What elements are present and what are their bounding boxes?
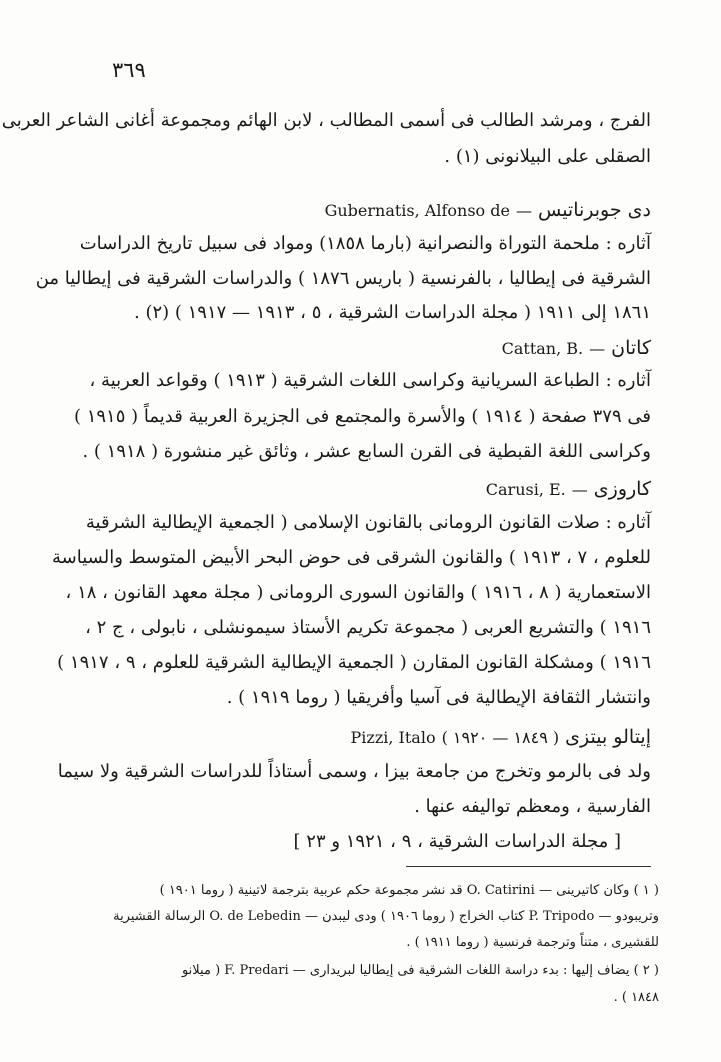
latin-name: Carusi, E. — [485, 479, 566, 499]
text-line: ولد فى بالرمو وتخرج من جامعة بيزا ، وسمى أستاذاً للدراسات الشرقية ولا سيما — [57, 761, 651, 782]
text-line: آثاره : الطباعة السريانية وكراسى اللغات الشرقية ( ١٩١٣ ) وقواعد العربية ، — [89, 370, 651, 391]
footnote-line: للقشيرى ، متناً وترجمة فرنسية ( روما ١٩١١ ) . — [406, 935, 659, 950]
dates: ( ١٨٤٩ — ١٩٢٠ ) — [441, 727, 560, 747]
footnote-line: وتريبودو — P. Tripodo كتاب الخراج ( روما ١٩٠٦ ) ودى ليبدن — O. de Lebedin الرسالة القشيرية — [113, 909, 659, 924]
text-line: آثاره : ملحمة التوراة والنصرانية (بارما ١٨٥٨) ومواد فى سبيل تاريخ الدراسات — [79, 233, 651, 254]
text-line: الفرج ، ومرشد الطالب فى أسمى المطالب ، لابن الهائم ومجموعة أغانى الشاعر العربى — [1, 110, 651, 131]
text-line: ١٩١٦ ) ومشكلة القانون المقارن ( الجمعية الإيطالية الشرقية للعلوم ، ٩ ، ١٩١٧ ) — [57, 652, 651, 673]
arabic-name: كاروزى — [593, 478, 651, 500]
source-reference: [ مجلة الدراسات الشرقية ، ٩ ، ١٩٢١ و ٢٣ ] — [293, 831, 621, 852]
latin-name: Gubernatis, Alfonso de — [324, 200, 510, 220]
text-line: ١٨٦١ إلى ١٩١١ ( مجلة الدراسات الشرقية ، ٥ ، ١٩١٣ — ١٩١٧ ) (٢) . — [134, 302, 651, 323]
entry-heading-carusi — [96, 474, 651, 504]
text-line: الصقلى على البيلانونى (١) . — [444, 146, 651, 167]
page-number: ٣٦٩ — [112, 58, 146, 82]
text-line: الشرقية فى إيطاليا ، بالفرنسية ( باريس ١٨٧٦ ) والدراسات الشرقية فى إيطاليا من — [35, 268, 651, 289]
entry-heading-gubernatis — [96, 195, 651, 225]
text-line: للعلوم ، ٧ ، ١٩١٣ ) والقانون الشرقى فى حوض البحر الأبيض المتوسط والسياسة — [52, 547, 651, 568]
dash: — — [515, 200, 532, 220]
footnote-line: ( ٢ ) يضاف إليها : بدء دراسة اللغات الشرقية فى إيطاليا لبريدارى — F. Predari ( ميلانو — [181, 963, 659, 978]
footnote-divider — [406, 866, 651, 867]
entry-heading-cattan — [96, 333, 651, 363]
entry-heading-pizzi — [96, 722, 651, 752]
text-line: وانتشار الثقافة الإيطالية فى آسيا وأفريقيا ( روما ١٩١٩ ) . — [226, 687, 651, 708]
text-line: فى ٣٧٩ صفحة ( ١٩١٤ ) والأسرة والمجتمع فى الجزيرة العربية قديماً ( ١٩١٥ ) — [73, 406, 651, 427]
arabic-name: إيتالو بيتزى — [565, 726, 651, 748]
footnote-line: ١٨٤٨ ) . — [613, 990, 659, 1005]
text-line: الفارسية ، ومعظم تواليفه عنها . — [414, 796, 651, 817]
text-line: ١٩١٦ ) والتشريع العربى ( مجموعة تكريم الأستاذ سيمونشلى ، نابولى ، ج ٢ ، — [85, 617, 651, 638]
text-line: آثاره : صلات القانون الرومانى بالقانون الإسلامى ( الجمعية الإيطالية الشرقية — [85, 512, 651, 533]
dash: — — [571, 479, 588, 499]
arabic-name: دى جوبرناتيس — [537, 199, 651, 221]
footnote-line: ( ١ ) وكان كاتيرينى — O. Catirini قد نشر مجموعة حكم عربية بترجمة لاتينية ( روما ١٩٠١ ) — [159, 883, 659, 898]
dash: — — [589, 338, 606, 358]
text-line: وكراسى اللغة القبطية فى القرن السابع عشر ، وثائق غير منشورة ( ١٩١٨ ) . — [82, 441, 651, 462]
text-line: الاستعمارية ( ٨ ، ١٩١٦ ) والقانون السورى الرومانى ( مجلة معهد القانون ، ١٨ ، — [65, 582, 651, 603]
arabic-name: كاتان — [611, 337, 651, 359]
latin-name: Pizzi, Italo — [350, 727, 436, 747]
latin-name: Cattan, B. — [501, 338, 584, 358]
